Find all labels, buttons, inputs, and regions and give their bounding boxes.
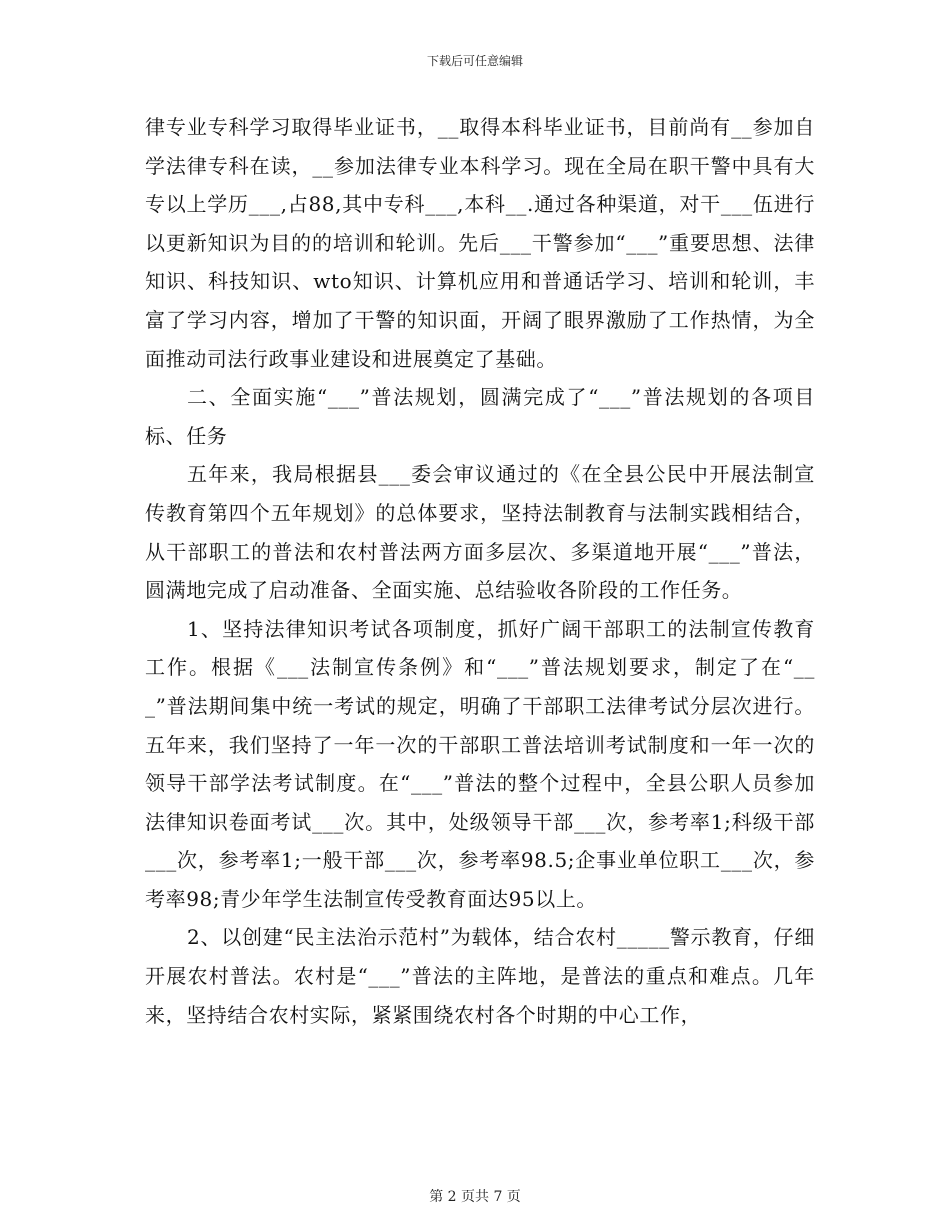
paragraph-item-1: 1、坚持法律知识考试各项制度，抓好广阔干部职工的法制宣传教育工作。根据《___法制宣传条例》和“___”普法规划要求，制定了在“___”普法期间集中统一考试的规定，明确了干部职工法律考试分层次进行。五年来，我们坚持了一年一次的干部职工普法培训考试制度和一年一次的领导干部学法考试制度。在“___”普法的整个过程中，全县公职人员参加法律知识卷面考试___次。其中，处级领导干部___次，参考率1;科级干部___次，参考率1;一般干部___次，参考率98.5;企事业单位职工___次，参考率98;青少年学生法制宣传受教育面达95以上。 [145,616,815,911]
document-body [145,108,815,1034]
paragraph-item-2: 2、以创建“民主法治示范村”为载体，结合农村_____警示教育，仔细开展农村普法。农村是“___”普法的主阵地，是普法的重点和难点。几年来，坚持结合农村实际，紧紧围绕农村各个时期的中心工作， [145,925,815,1027]
paragraph-five-years: 五年来，我局根据县___委会审议通过的《在全县公民中开展法制宣传教育第四个五年规划》的总体要求，坚持法制教育与法制实践相结合，从干部职工的普法和农村普法两方面多层次、多渠道地开展“___”普法，圆满地完成了启动准备、全面实施、总结验收各阶段的工作任务。 [145,462,815,603]
paragraph-education: 律专业专科学习取得毕业证书，__取得本科毕业证书，目前尚有__参加自学法律专科在读，__参加法律专业本科学习。现在全局在职干警中具有大专以上学历___,占88,其中专科___,本科__.通过各种渠道，对干___伍进行以更新知识为目的的培训和轮训。先后___干警参加“___”重要思想、法律知识、科技知识、wto知识、计算机应用和普通话学习、培训和轮训，丰富了学习内容，增加了干警的知识面，开阔了眼界激励了工作热情，为全面推动司法行政事业建设和进展奠定了基础。 [145,115,815,371]
page-header: 下载后可任意编辑 [426,54,523,68]
page-footer: 第 2 页共 7 页 [429,1189,521,1205]
section-heading-two: 二、全面实施“___”普法规划，圆满完成了“___”普法规划的各项目标、任务 [145,385,815,448]
